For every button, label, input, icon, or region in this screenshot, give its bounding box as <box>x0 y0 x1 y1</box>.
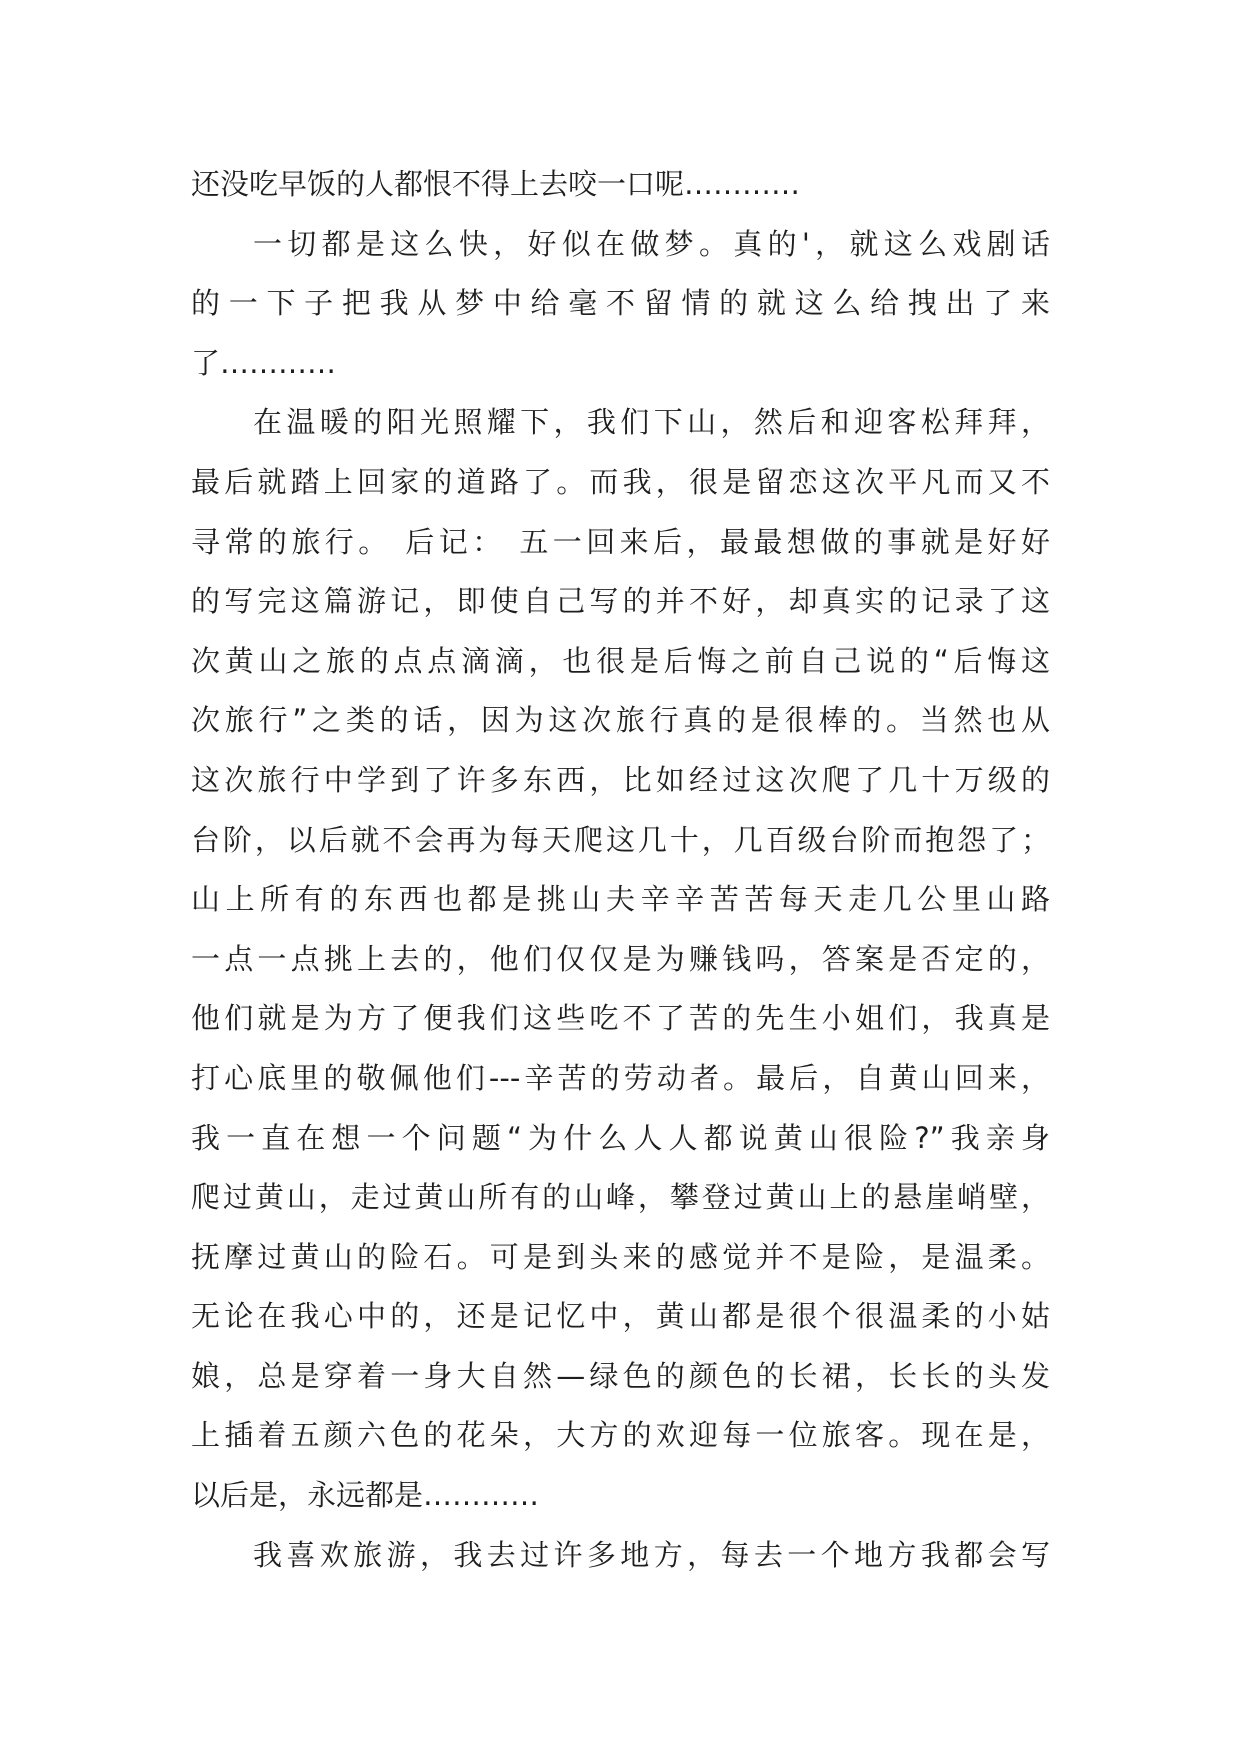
text-line: 次黄山之旅的点点滴滴，也很是后悔之前自己说的“后悔这 <box>191 643 1050 678</box>
text-line: 在温暖的阳光照耀下，我们下山，然后和迎客松拜拜， <box>253 405 1050 440</box>
text-line: 无论在我心中的，还是记忆中，黄山都是很个很温柔的小姑 <box>191 1299 1050 1334</box>
text-line: 最后就踏上回家的道路了。而我，很是留恋这次平凡而又不 <box>191 464 1050 499</box>
text-line: 他们就是为方了便我们这些吃不了苦的先生小姐们，我真是 <box>191 1001 1050 1036</box>
text-line: 还没吃早饭的人都恨不得上去咬一口呢………… <box>191 167 801 201</box>
text-line: 这次旅行中学到了许多东西，比如经过这次爬了几十万级的 <box>191 762 1050 797</box>
text-line: 次旅行”之类的话，因为这次旅行真的是很棒的。当然也从 <box>191 703 1050 738</box>
text-line: 爬过黄山，走过黄山所有的山峰，攀登过黄山上的悬崖峭壁， <box>191 1180 1050 1215</box>
text-line: 打心底里的敬佩他们---辛苦的劳动者。最后，自黄山回来， <box>191 1060 1050 1095</box>
text-line: 一切都是这么快，好似在做梦。真的'，就这么戏剧话 <box>253 226 1050 261</box>
text-line: 我一直在想一个问题“为什么人人都说黄山很险?”我亲身 <box>191 1120 1050 1155</box>
text-line: 台阶，以后就不会再为每天爬这几十，几百级台阶而抱怨了； <box>191 822 1050 857</box>
text-line: 上插着五颜六色的花朵，大方的欢迎每一位旅客。现在是， <box>191 1418 1050 1453</box>
text-line: 以后是，永远都是………… <box>191 1478 540 1513</box>
text-line: 的一下子把我从梦中给毫不留情的就这么给拽出了来 <box>191 286 1050 321</box>
text-line: 寻常的旅行。 后记： 五一回来后，最最想做的事就是好好 <box>191 524 1050 559</box>
text-line: 的写完这篇游记，即使自己写的并不好，却真实的记录了这 <box>191 584 1050 619</box>
text-line: 了………… <box>191 345 337 380</box>
text-line: 抚摩过黄山的险石。可是到头来的感觉并不是险，是温柔。 <box>191 1239 1050 1274</box>
text-line: 我喜欢旅游，我去过许多地方，每去一个地方我都会写 <box>253 1537 1050 1572</box>
body-text <box>191 155 1050 1585</box>
text-line: 山上所有的东西也都是挑山夫辛辛苦苦每天走几公里山路 <box>191 882 1050 917</box>
text-line: 一点一点挑上去的，他们仅仅是为赚钱吗，答案是否定的， <box>191 941 1050 976</box>
text-line: 娘，总是穿着一身大自然—绿色的颜色的长裙，长长的头发 <box>191 1358 1050 1393</box>
